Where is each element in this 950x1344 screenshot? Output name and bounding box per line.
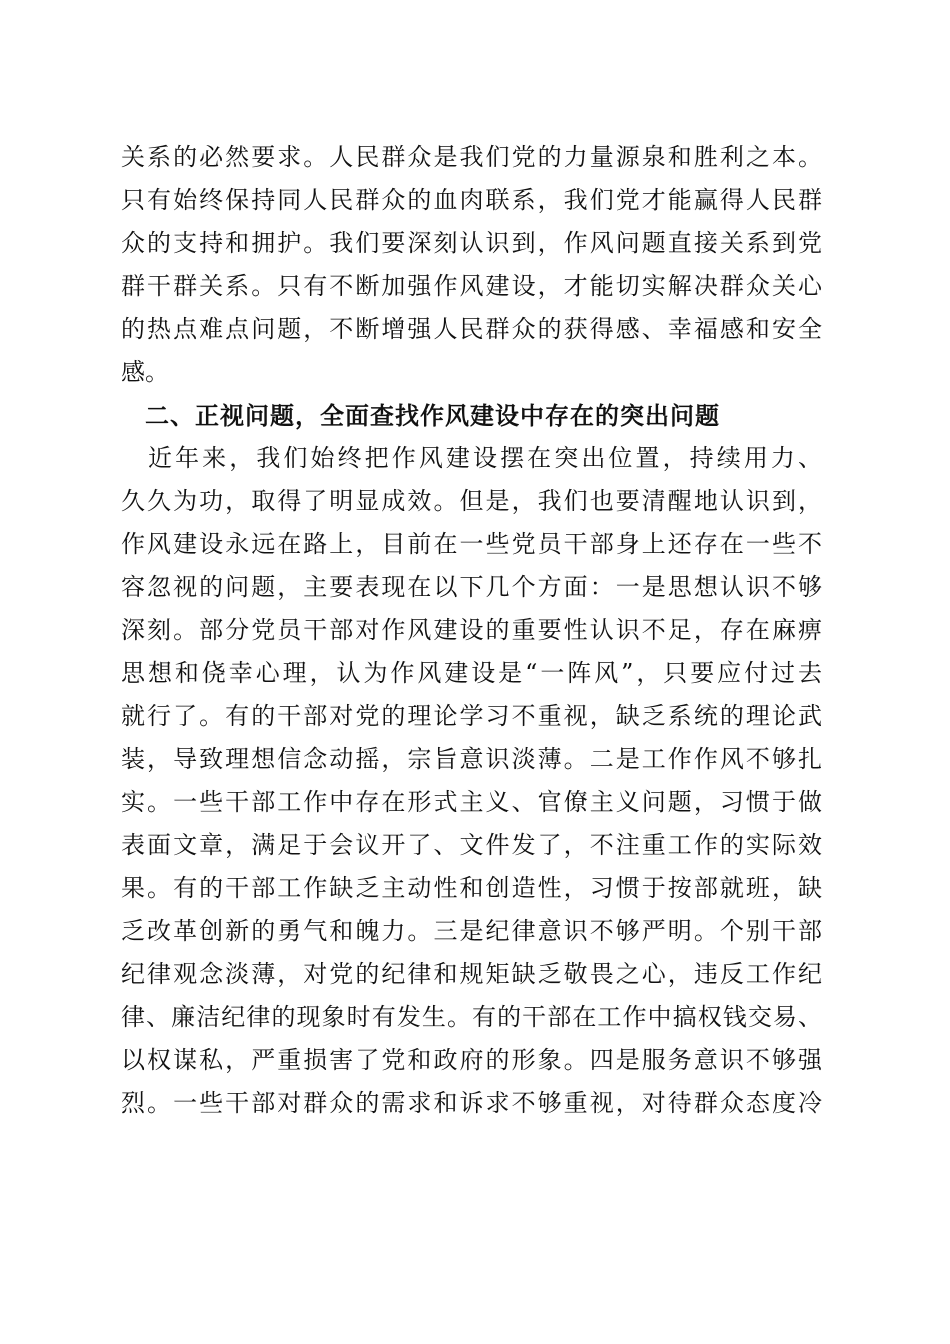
- document-page: [121, 136, 822, 1125]
- section-heading: 二、正视问题，全面查找作风建设中存在的突出问题: [145, 401, 720, 430]
- text-line: 众的支持和拥护。我们要深刻认识到，作风问题直接关系到党: [121, 229, 822, 257]
- text-line: 感。: [121, 358, 169, 386]
- text-line: 律、廉洁纪律的现象时有发生。有的干部在工作中搞权钱交易、: [121, 1003, 822, 1031]
- text-line: 久久为功，取得了明显成效。但是，我们也要清醒地认识到，: [121, 487, 822, 515]
- text-line: 纪律观念淡薄，对党的纪律和规矩缺乏敬畏之心，违反工作纪: [121, 960, 822, 988]
- paragraph-2: [121, 437, 822, 1125]
- text-line: 近年来，我们始终把作风建设摆在突出位置，持续用力、: [148, 444, 822, 472]
- text-line: 就行了。有的干部对党的理论学习不重视，缺乏系统的理论武: [121, 702, 822, 730]
- text-line: 烈。一些干部对群众的需求和诉求不够重视，对待群众态度冷: [121, 1089, 822, 1117]
- text-line: 的热点难点问题，不断增强人民群众的获得感、幸福感和安全: [121, 315, 822, 343]
- text-line: 实。一些干部工作中存在形式主义、官僚主义问题，习惯于做: [121, 788, 822, 816]
- text-line: 深刻。部分党员干部对作风建设的重要性认识不足，存在麻痹: [121, 616, 822, 644]
- text-line: 群干群关系。只有不断加强作风建设，才能切实解决群众关心: [121, 272, 822, 300]
- text-line: 思想和侥幸心理，认为作风建设是“一阵风”，只要应付过去: [121, 659, 822, 687]
- text-line: 关系的必然要求。人民群众是我们党的力量源泉和胜利之本。: [121, 143, 822, 171]
- text-line: 只有始终保持同人民群众的血肉联系，我们党才能赢得人民群: [121, 186, 822, 214]
- text-line: 乏改革创新的勇气和魄力。三是纪律意识不够严明。个别干部: [121, 917, 822, 945]
- text-line: 表面文章，满足于会议开了、文件发了，不注重工作的实际效: [121, 831, 822, 859]
- text-line: 以权谋私，严重损害了党和政府的形象。四是服务意识不够强: [121, 1046, 822, 1074]
- text-line: 作风建设永远在路上，目前在一些党员干部身上还存在一些不: [121, 530, 822, 558]
- text-line: 容忽视的问题，主要表现在以下几个方面：一是思想认识不够: [121, 573, 822, 601]
- text-line: 装，导致理想信念动摇，宗旨意识淡薄。二是工作作风不够扎: [121, 745, 822, 773]
- text-line: 果。有的干部工作缺乏主动性和创造性，习惯于按部就班，缺: [121, 874, 822, 902]
- paragraph-1: [121, 136, 822, 394]
